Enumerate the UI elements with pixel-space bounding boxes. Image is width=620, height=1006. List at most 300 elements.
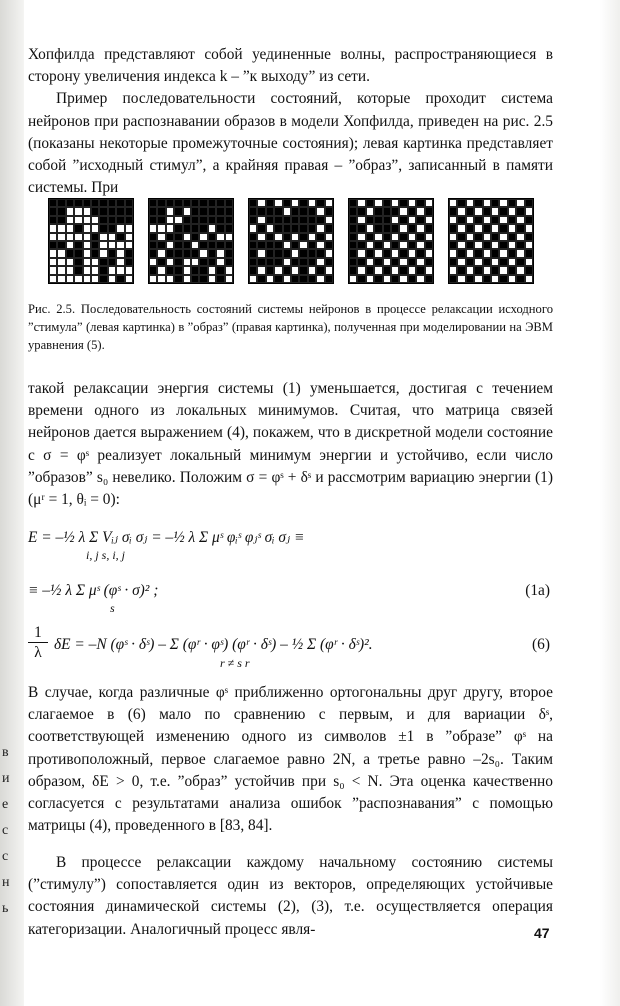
- figure-panel-4: [348, 198, 434, 284]
- figure-cell: [225, 266, 233, 274]
- figure-cell: [408, 199, 416, 207]
- figure-cell: [491, 207, 499, 215]
- figure-cell: [366, 216, 374, 224]
- figure-cell: [325, 266, 333, 274]
- figure-cell: [66, 275, 74, 283]
- figure-cell: [49, 241, 57, 249]
- figure-panel-3: [248, 198, 334, 284]
- figure-cell: [83, 249, 91, 257]
- figure-cell: [183, 207, 191, 215]
- figure-cell: [249, 275, 257, 283]
- figure-cell: [374, 224, 382, 232]
- figure-cell: [425, 199, 433, 207]
- figure-cell: [225, 207, 233, 215]
- figure-cell: [357, 233, 365, 241]
- figure-cell: [149, 224, 157, 232]
- figure-cell: [116, 241, 124, 249]
- figure-cell: [291, 241, 299, 249]
- figure-cell: [483, 224, 491, 232]
- figure-cell: [391, 207, 399, 215]
- figure-cell: [308, 241, 316, 249]
- figure-cell: [99, 199, 107, 207]
- figure-cell: [325, 216, 333, 224]
- figure-cell: [316, 258, 324, 266]
- figure-cell: [374, 241, 382, 249]
- figure-cell: [299, 266, 307, 274]
- figure-cell: [274, 224, 282, 232]
- figure-cell: [57, 258, 65, 266]
- figure-cell: [149, 249, 157, 257]
- figure-cell: [157, 258, 165, 266]
- figure-cell: [449, 233, 457, 241]
- paragraph-4-text: В случае, когда различные φˢ приближенно ортогональны друг другу, второе слагаемое в (6) мало по сравнению с первым, и для вариации δˢ, соответствующей изменению одного из символов ±1 в ”образе” φˢ на противоположный, первое слагаемое равно 2N, а третье равно –2s₀. Таким образом, δE > 0, т.е. ”образ” устойчив при s₀ < N. Эта оценка качественно согласуется с результатами анализа ошибок ”распознавания” с помощью матрицы (4), проведенного в [83, 84].: [28, 684, 553, 835]
- figure-cell: [225, 216, 233, 224]
- paragraph-5-text: В процессе релаксации каждому начальному состоянию системы (”стимулу”) сопоставляется один из векторов, определяющих устойчивые состояния динамической системы (2), (3), т.е. осуществляется операция категоризации. Аналогичный процесс явля-: [28, 854, 553, 938]
- figure-cell: [291, 233, 299, 241]
- figure-cell: [249, 233, 257, 241]
- figure-cell: [383, 207, 391, 215]
- figure-panel-5: [448, 198, 534, 284]
- figure-cell: [525, 258, 533, 266]
- figure-cell: [349, 199, 357, 207]
- figure-cell: [449, 241, 457, 249]
- figure-cell: [383, 249, 391, 257]
- figure-cell: [49, 224, 57, 232]
- figure-cell: [49, 258, 57, 266]
- figure-cell: [157, 224, 165, 232]
- margin-mark: в: [2, 745, 9, 760]
- figure-cell: [225, 258, 233, 266]
- figure-cell: [257, 224, 265, 232]
- figure-cell: [99, 207, 107, 215]
- figure-cell: [249, 266, 257, 274]
- figure-cell: [349, 207, 357, 215]
- margin-mark: е: [2, 797, 9, 812]
- figure-cell: [174, 224, 182, 232]
- figure-caption: Рис. 2.5. Последовательность состояний системы нейронов в процессе релаксации исходного ”стимула” (левая картинка) в ”образ” (правая картинка), полученная при моделировании на ЭВМ уравнения (5).: [28, 302, 553, 352]
- figure-cell: [283, 224, 291, 232]
- figure-cell: [57, 249, 65, 257]
- figure-cell: [225, 275, 233, 283]
- figure-cell: [349, 233, 357, 241]
- figure-cell: [199, 258, 207, 266]
- figure-cell: [174, 249, 182, 257]
- figure-cell: [57, 233, 65, 241]
- figure-cell: [66, 258, 74, 266]
- equation-label-1a: (1a): [525, 582, 550, 599]
- figure-cell: [457, 266, 465, 274]
- margin-mark: с: [2, 823, 9, 838]
- figure-cell: [316, 207, 324, 215]
- figure-cell: [516, 249, 524, 257]
- figure-cell: [225, 241, 233, 249]
- figure-cell: [274, 233, 282, 241]
- figure-cell: [474, 207, 482, 215]
- figure-cell: [525, 233, 533, 241]
- figure-cell: [66, 199, 74, 207]
- figure-cell: [349, 224, 357, 232]
- paragraph-1: [28, 44, 553, 199]
- figure-cell: [383, 266, 391, 274]
- figure-cell: [391, 258, 399, 266]
- figure-cell: [249, 224, 257, 232]
- figure-cell: [125, 249, 133, 257]
- figure-cell: [191, 275, 199, 283]
- figure-cell: [74, 258, 82, 266]
- figure-cell: [408, 233, 416, 241]
- figure-cell: [316, 224, 324, 232]
- figure-cell: [291, 199, 299, 207]
- figure-cell: [166, 216, 174, 224]
- figure-cell: [49, 207, 57, 215]
- figure-cell: [149, 216, 157, 224]
- figure-cell: [66, 241, 74, 249]
- figure-cell: [166, 249, 174, 257]
- figure-cell: [166, 207, 174, 215]
- figure-cell: [357, 275, 365, 283]
- figure-cell: [74, 207, 82, 215]
- figure-cell: [374, 199, 382, 207]
- figure-cell: [425, 233, 433, 241]
- figure-cell: [357, 224, 365, 232]
- figure-cell: [525, 216, 533, 224]
- figure-cell: [257, 233, 265, 241]
- figure-cell: [57, 207, 65, 215]
- figure-cell: [408, 266, 416, 274]
- figure-cell: [166, 258, 174, 266]
- figure-cell: [499, 275, 507, 283]
- equation-6-text: δE = –N (φˢ · δˢ) – Σ (φʳ · φˢ) (φʳ · δˢ) – ½ Σ (φʳ · δˢ)².: [54, 636, 373, 653]
- figure-cell: [299, 275, 307, 283]
- figure-cell: [483, 233, 491, 241]
- figure-cell: [516, 207, 524, 215]
- figure-cell: [499, 207, 507, 215]
- figure-cell: [99, 216, 107, 224]
- figure-cell: [483, 258, 491, 266]
- figure-cell: [416, 224, 424, 232]
- figure-cell: [316, 216, 324, 224]
- figure-cell: [216, 258, 224, 266]
- figure-cell: [308, 258, 316, 266]
- figure-cell: [99, 224, 107, 232]
- figure-cell: [466, 241, 474, 249]
- figure-cell: [274, 241, 282, 249]
- figure-cell: [374, 275, 382, 283]
- figure-cell: [125, 216, 133, 224]
- figure-cell: [399, 266, 407, 274]
- figure-cell: [508, 224, 516, 232]
- figure-cell: [383, 275, 391, 283]
- figure-cell: [208, 216, 216, 224]
- figure-cell: [108, 249, 116, 257]
- figure-cell: [299, 249, 307, 257]
- figure-cell: [391, 199, 399, 207]
- figure-cell: [308, 216, 316, 224]
- equation-1a-line2-text: ≡ –½ λ Σ μˢ (φˢ · σ)² ;: [28, 582, 159, 599]
- figure-cell: [191, 216, 199, 224]
- figure-cell: [449, 199, 457, 207]
- figure-cell: [57, 275, 65, 283]
- figure-cell: [208, 249, 216, 257]
- figure-cell: [108, 241, 116, 249]
- figure-cell: [208, 233, 216, 241]
- figure-cell: [349, 241, 357, 249]
- figure-cell: [166, 241, 174, 249]
- figure-cell: [283, 266, 291, 274]
- figure-cell: [391, 249, 399, 257]
- figure-cell: [357, 241, 365, 249]
- figure-cell: [325, 275, 333, 283]
- figure-cell: [449, 224, 457, 232]
- figure-cell: [108, 266, 116, 274]
- figure-cell: [191, 224, 199, 232]
- figure-cell: [166, 224, 174, 232]
- figure-cell: [157, 249, 165, 257]
- figure-cell: [91, 233, 99, 241]
- figure-cell: [57, 224, 65, 232]
- figure-cell: [108, 275, 116, 283]
- figure-cell: [416, 233, 424, 241]
- figure-cell: [466, 275, 474, 283]
- figure-cell: [308, 275, 316, 283]
- figure-cell: [299, 207, 307, 215]
- figure-cell: [74, 266, 82, 274]
- figure-cell: [399, 207, 407, 215]
- figure-cell: [125, 224, 133, 232]
- figure-cell: [191, 233, 199, 241]
- figure-cell: [416, 199, 424, 207]
- figure-cell: [283, 216, 291, 224]
- figure-cell: [266, 258, 274, 266]
- figure-cell: [491, 249, 499, 257]
- figure-cell: [416, 241, 424, 249]
- figure-cell: [291, 224, 299, 232]
- figure-cell: [49, 216, 57, 224]
- figure-cell: [316, 233, 324, 241]
- figure-cell: [191, 249, 199, 257]
- figure-cell: [357, 258, 365, 266]
- figure-cell: [425, 275, 433, 283]
- figure-cell: [74, 241, 82, 249]
- margin-mark: ь: [2, 901, 9, 916]
- figure-cell: [66, 216, 74, 224]
- figure-cell: [174, 241, 182, 249]
- figure-cell: [316, 275, 324, 283]
- figure-cell: [149, 207, 157, 215]
- figure-cell: [199, 241, 207, 249]
- figure-cell: [183, 224, 191, 232]
- figure-cell: [466, 207, 474, 215]
- figure-cell: [416, 258, 424, 266]
- figure-cell: [49, 199, 57, 207]
- equation-1a-line1: [28, 528, 553, 547]
- figure-cell: [191, 241, 199, 249]
- figure-cell: [157, 266, 165, 274]
- figure-cell: [225, 249, 233, 257]
- figure-cell: [249, 207, 257, 215]
- figure-cell: [183, 249, 191, 257]
- figure-cell: [425, 216, 433, 224]
- figure-panel-1: [48, 198, 134, 284]
- figure-cell: [191, 258, 199, 266]
- figure-cell: [57, 199, 65, 207]
- figure-cell: [449, 258, 457, 266]
- figure-cell: [491, 275, 499, 283]
- figure-cell: [266, 233, 274, 241]
- figure-cell: [116, 258, 124, 266]
- figure-cell: [157, 275, 165, 283]
- figure-cell: [125, 233, 133, 241]
- figure-cell: [174, 207, 182, 215]
- figure-cell: [383, 241, 391, 249]
- figure-cell: [508, 266, 516, 274]
- figure-cell: [225, 233, 233, 241]
- figure-cell: [416, 207, 424, 215]
- figure-cell: [199, 207, 207, 215]
- figure-cell: [266, 241, 274, 249]
- figure-cell: [291, 249, 299, 257]
- figure-cell: [83, 275, 91, 283]
- figure-cell: [216, 216, 224, 224]
- figure-cell: [474, 275, 482, 283]
- figure-cell: [108, 199, 116, 207]
- figure-cell: [499, 266, 507, 274]
- figure-cell: [408, 258, 416, 266]
- figure-cell: [125, 207, 133, 215]
- figure-cell: [266, 266, 274, 274]
- figure-cell: [466, 216, 474, 224]
- figure-cell: [57, 241, 65, 249]
- figure-cell: [449, 216, 457, 224]
- figure-cell: [399, 216, 407, 224]
- figure-cell: [366, 207, 374, 215]
- figure-cell: [174, 199, 182, 207]
- figure-cell: [474, 216, 482, 224]
- figure-cell: [74, 224, 82, 232]
- paragraph-3: [28, 378, 553, 511]
- figure-cell: [508, 258, 516, 266]
- paragraph-1-text: Хопфилда представляют собой уединенные волны, распространяющиеся в сторону увеличения индекса k – ”к выходу” из сети.: [28, 46, 553, 86]
- figure-cell: [357, 199, 365, 207]
- figure-cell: [416, 249, 424, 257]
- figure-cell: [225, 199, 233, 207]
- figure-cell: [208, 258, 216, 266]
- figure-cell: [499, 199, 507, 207]
- figure-cell: [125, 275, 133, 283]
- figure-cell: [508, 199, 516, 207]
- figure-cell: [299, 233, 307, 241]
- figure-cell: [199, 275, 207, 283]
- figure-cell: [83, 258, 91, 266]
- equation-1a-line1-subscripts: i, j s, i, j: [86, 548, 126, 562]
- figure-cell: [257, 258, 265, 266]
- figure-panel-2: [148, 198, 234, 284]
- figure-cell: [208, 207, 216, 215]
- figure-cell: [66, 233, 74, 241]
- figure-cell: [149, 199, 157, 207]
- figure-cell: [274, 258, 282, 266]
- figure-cell: [174, 258, 182, 266]
- figure-cell: [116, 249, 124, 257]
- figure-cell: [425, 241, 433, 249]
- figure-cell: [325, 199, 333, 207]
- figure-cell: [283, 199, 291, 207]
- figure-cell: [116, 216, 124, 224]
- figure-cell: [449, 207, 457, 215]
- figure-cell: [483, 216, 491, 224]
- paragraph-4: [28, 682, 553, 837]
- figure-cell: [291, 216, 299, 224]
- figure-cell: [325, 233, 333, 241]
- figure-cell: [99, 258, 107, 266]
- figure-cell: [299, 241, 307, 249]
- figure-cell: [99, 241, 107, 249]
- figure-cell: [108, 233, 116, 241]
- figure-cell: [483, 241, 491, 249]
- figure-cell: [66, 266, 74, 274]
- margin-mark: и: [2, 771, 10, 786]
- figure-cell: [83, 216, 91, 224]
- figure-cell: [174, 233, 182, 241]
- figure-cell: [399, 249, 407, 257]
- figure-cell: [374, 207, 382, 215]
- figure-cell: [457, 233, 465, 241]
- figure-cell: [525, 249, 533, 257]
- figure-cell: [266, 207, 274, 215]
- figure-cell: [199, 233, 207, 241]
- figure-cell: [491, 233, 499, 241]
- figure-cell: [274, 207, 282, 215]
- figure-cell: [216, 224, 224, 232]
- figure-cell: [291, 275, 299, 283]
- figure-cell: [91, 258, 99, 266]
- figure-cell: [91, 249, 99, 257]
- figure-cell: [91, 241, 99, 249]
- figure-cell: [183, 199, 191, 207]
- figure-cell: [116, 207, 124, 215]
- figure-cell: [399, 258, 407, 266]
- figure-cell: [457, 216, 465, 224]
- figure-cell: [274, 199, 282, 207]
- figure-cell: [299, 199, 307, 207]
- figure-cell: [499, 224, 507, 232]
- figure-cell: [283, 233, 291, 241]
- figure-cell: [491, 266, 499, 274]
- figure-cell: [83, 199, 91, 207]
- figure-cell: [466, 224, 474, 232]
- paragraph-2-text: Пример последовательности состояний, которые проходит система нейронов при распознавании образов в модели Хопфилда, приведен на рис. 2.5 (показаны некоторые промежуточные состояния); левая картинка представляет собой ”исходный стимул”, а крайняя правая – ”образ”, записанный в памяти системы. При: [28, 90, 553, 197]
- figure-cell: [216, 241, 224, 249]
- figure-cell: [199, 199, 207, 207]
- figure-cell: [274, 266, 282, 274]
- figure-cell: [74, 249, 82, 257]
- figure-cell: [457, 224, 465, 232]
- figure-cell: [66, 249, 74, 257]
- figure-cell: [525, 207, 533, 215]
- figure-cell: [66, 207, 74, 215]
- figure-cell: [408, 216, 416, 224]
- figure-cell: [183, 233, 191, 241]
- figure-cell: [457, 241, 465, 249]
- figure-cell: [308, 233, 316, 241]
- figure-cell: [383, 216, 391, 224]
- figure-cell: [374, 233, 382, 241]
- figure-cell: [199, 224, 207, 232]
- figure-cell: [149, 241, 157, 249]
- figure-cell: [316, 241, 324, 249]
- figure-cell: [466, 199, 474, 207]
- figure-cell: [208, 266, 216, 274]
